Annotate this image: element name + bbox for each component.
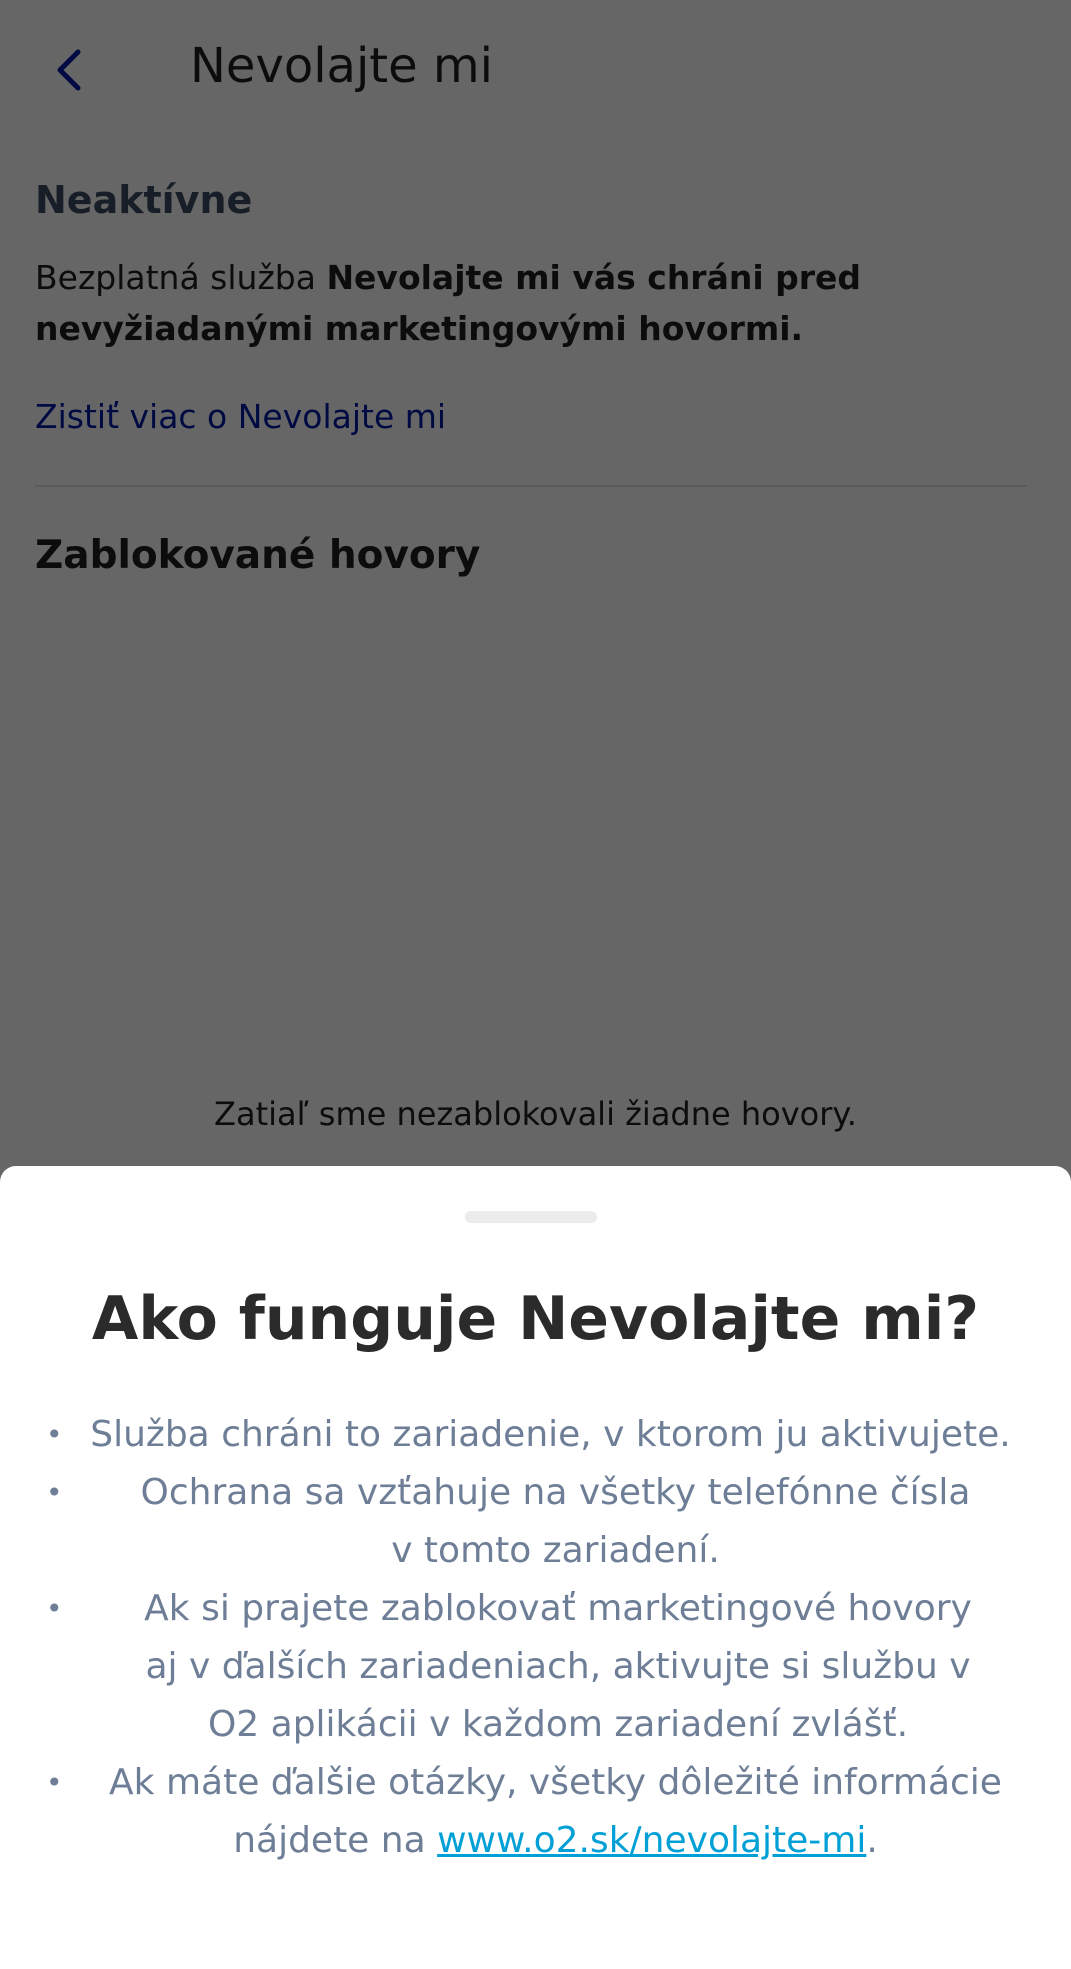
bullet-icon: • [46,1418,63,1451]
bullet-icon: • [46,1766,63,1799]
bullet-text: Služba chráni to zariadenie, v ktorom ju aktivujete. [90,1414,1011,1455]
bullet-icon: • [46,1476,63,1509]
o2-website-link[interactable]: www.o2.sk/nevolajte-mi [437,1820,867,1861]
sheet-drag-handle[interactable] [465,1211,597,1223]
list-item [0,1580,1071,1754]
list-item [0,1464,1071,1580]
bullet-text-prefix: Ak máte ďalšie otázky, všetky dôležité informácie nájdete na [109,1762,1002,1861]
bullet-text: Ak si prajete zablokovať marketingové hovory aj v ďalších zariadeniach, aktivujte si službu v O2 aplikácii v každom zariadení zvlášť. [144,1588,972,1745]
bullet-text-suffix: . [866,1820,878,1861]
sheet-title: Ako funguje Nevolajte mi? [91,1284,980,1354]
info-bullet-list [0,1406,1071,1870]
bullet-icon: • [46,1592,63,1625]
list-item [0,1406,1071,1464]
bottom-sheet [0,1166,1071,1969]
bullet-text: Ochrana sa vzťahuje na všetky telefónne čísla v tomto zariadení. [140,1472,971,1571]
list-item [0,1754,1071,1870]
